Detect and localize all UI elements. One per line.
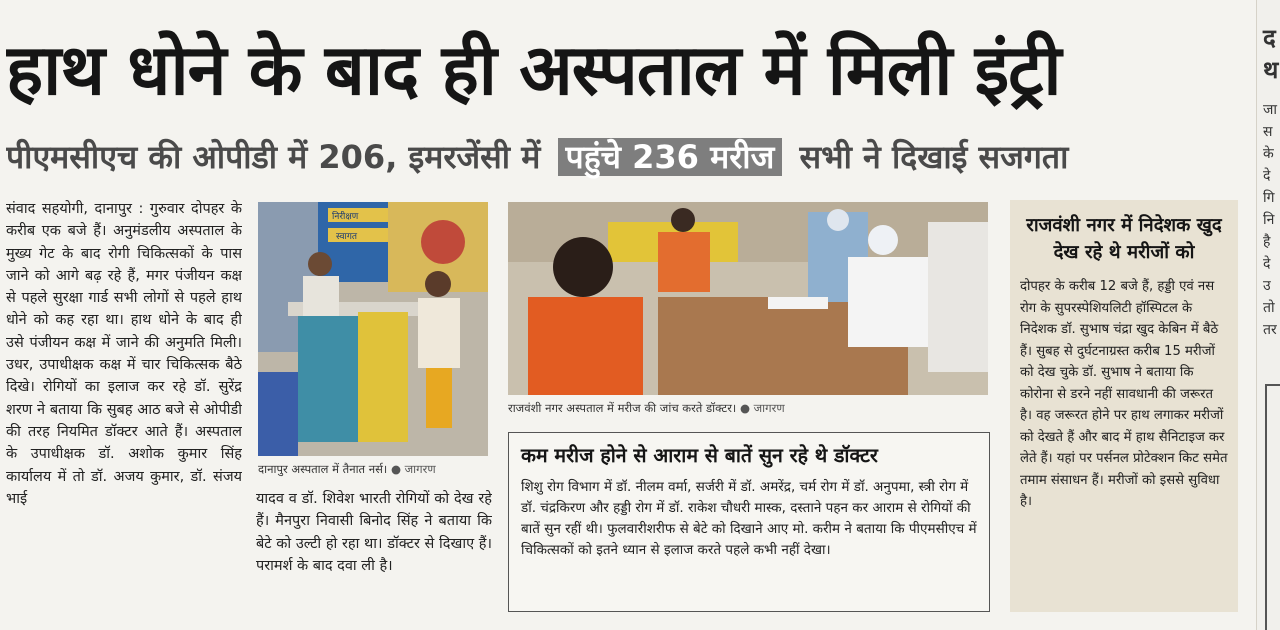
caption-source: ● जागरण — [739, 401, 785, 415]
subhead-highlight: पहुंचे 236 मरीज — [558, 138, 783, 176]
subhead-part1: पीएमसीएच की ओपीडी में 206, इमरजेंसी में — [6, 138, 541, 176]
nurse-photo-illustration — [258, 202, 488, 456]
caption-text: दानापुर अस्पताल में तैनात नर्स। — [258, 462, 388, 476]
edge-line: तर — [1263, 322, 1277, 338]
edge-line: है — [1263, 234, 1271, 250]
edge-rule-vertical — [1265, 384, 1267, 630]
edge-line: गि — [1263, 190, 1275, 206]
edge-line: दे — [1263, 256, 1271, 272]
boxed-story-text: शिशु रोग विभाग में डॉ. नीलम वर्मा, सर्जरी में डॉ. अमरेंद्र, चर्म रोग में डॉ. अनुपमा, स्त्री रोग में डॉ. चंद्रकिरण और हड्डी रोग में डॉ. राकेश चौधरी मास्क, दस्ताने पहन कर आराम से रोगियों की बातें सुन रहीं थी। फुलवारीशरीफ से बेटे को दिखाने आए मो. करीम ने बताया कि पीएमसीएच में चिकित्सकों को इतने ध्यान से इलाज करते पहले कभी नहीं देखा। — [521, 479, 977, 558]
doctor-photo — [508, 202, 988, 395]
sign-nirikshan: निरीक्षण — [332, 212, 359, 222]
edge-line: तो — [1263, 300, 1275, 316]
edge-line: जा — [1263, 102, 1278, 118]
adjacent-column-edge — [1256, 0, 1280, 630]
headline: हाथ धोने के बाद ही अस्पताल में मिली इंट्री — [6, 29, 1061, 111]
edge-line: नि — [1263, 212, 1275, 228]
article-column-1: संवाद सहयोगी, दानापुर : गुरुवार दोपहर के करीब एक बजे हैं। अनुमंडलीय अस्पताल के मुख्य गेट के बाद रोगी चिकित्सकों के पास जाने को आगे बढ़ रहे हैं, मगर पंजीयन कक्ष से पहले सुरक्षा गार्ड सभी लोगों से पहले हाथ धोने को कह रहा था। हाथ धोने के बाद ही उसे पंजीयन कक्ष में जाने की अनुमति मिली। उधर, उपाधीक्षक कक्ष में चार चिकित्सक बैठे दिखे। रोगियों का इलाज कर रहे डॉ. सुरेंद्र शरण ने बताया कि सुबह आठ बजे से ओपीडी की तरह नियमित डॉक्टर आते हैं। अस्पताल के उपाधीक्षक डॉ. अशोक कुमार सिंह कार्यालय में तो डॉ. अजय कुमार, डॉ. संजय भाई — [6, 201, 242, 507]
sign-swagat: स्वागत — [336, 232, 358, 242]
article-column-2: यादव व डॉ. शिवेश भारती रोगियों को देख रहे हैं। मैनपुरा निवासी बिनोद सिंह ने बताया कि बेटे को उल्टी हो रहा था। डॉक्टर से दिखाए हैं। परामर्श के बाद दवा ली है। — [256, 491, 492, 574]
edge-head-1: द — [1263, 24, 1276, 52]
edge-line: उ — [1263, 278, 1271, 294]
edge-line: दे — [1263, 168, 1271, 184]
edge-line: के — [1263, 146, 1274, 162]
director-sidebar-story — [1010, 200, 1238, 612]
doctor-photo-caption — [508, 399, 990, 419]
boxed-story-title: कम मरीज होने से आराम से बातें सुन रहे थे डॉक्टर — [521, 444, 878, 467]
doctors-boxed-story — [508, 432, 990, 612]
nurse-photo-caption — [258, 460, 490, 480]
sidebar-title: राजवंशी नगर में निदेशक खुद देख रहे थे मरीजों को — [1026, 215, 1222, 263]
edge-rule-horizontal — [1265, 384, 1280, 386]
caption-text: राजवंशी नगर अस्पताल में मरीज की जांच करते डॉक्टर। — [508, 401, 737, 415]
edge-head-2: थ — [1263, 56, 1279, 84]
subheadline — [6, 132, 1251, 182]
nurse-photo — [258, 202, 488, 456]
edge-line: स — [1263, 124, 1273, 140]
subhead-part2: सभी ने दिखाई सजगता — [799, 138, 1069, 176]
caption-source: ● जागरण — [390, 462, 436, 476]
sidebar-text: दोपहर के करीब 12 बजे हैं, हड्डी एवं नस रोग के सुपरस्पेशियलिटी हॉस्पिटल के निदेशक डॉ. सुभाष चंद्रा खुद केबिन में बैठे हैं। सुबह से दुर्घटनाग्रस्त करीब 15 मरीजों को देख चुके डॉ. सुभाष ने बताया कि कोरोना से डरने नहीं सावधानी की जरूरत है। वह जरूरत होने पर हाथ लगाकर मरीजों को देखते हैं और बाद में हाथ सैनिटाइज कर लेते हैं। यहां पर पर्सनल प्रोटेक्शन किट समेत तमाम संसाधन हैं। मरीजों को इससे सुविधा है। — [1020, 279, 1228, 509]
doctor-photo-illustration — [508, 202, 988, 395]
